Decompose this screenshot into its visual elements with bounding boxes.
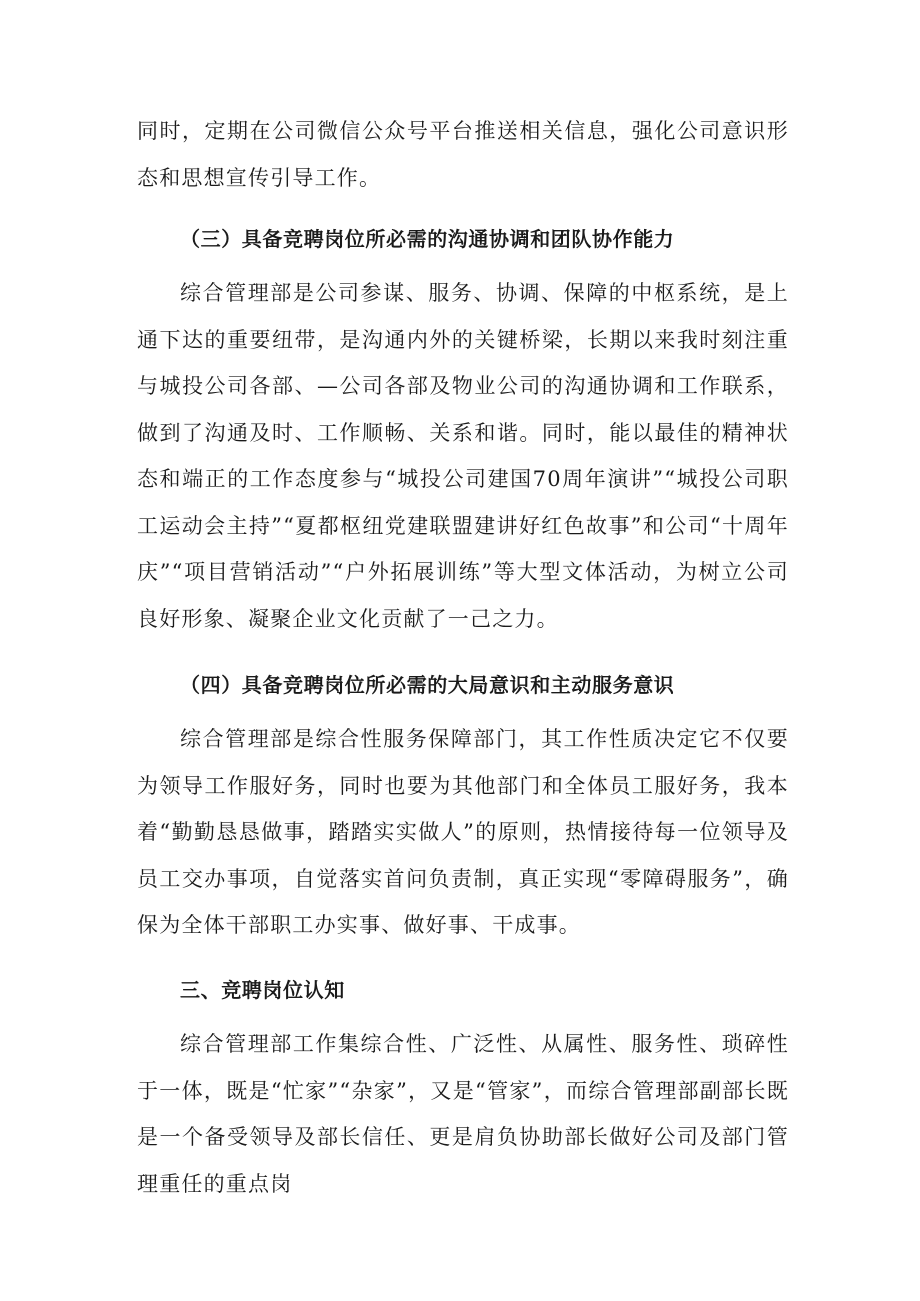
heading-section-three: 三、竞聘岗位认知 — [180, 978, 345, 1002]
heading-section-4-sub: （四）具备竞聘岗位所必需的大局意识和主动服务意识 — [180, 673, 675, 697]
paragraph-position-cognition: 综合管理部工作集综合性、广泛性、从属性、服务性、琐碎性于一体，既是“忙家”“杂家”，又是“管家”，而综合管理部副部长既是一个备受领导及部长信任、更是肩负协助部长做好公司及部门管理重任的重点岗 — [137, 1032, 789, 1196]
paragraph-service: 综合管理部是综合性服务保障部门，其工作性质决定它不仅要为领导工作服好务，同时也要为其他部门和全体员工服好务，我本着“勤勤恳恳做事，踏踏实实做人”的原则，热情接待每一位领导及员工交办事项，自觉落实首问负责制，真正实现“零障碍服务”，确保为全体干部职工办实事、做好事、干成事。 — [137, 727, 789, 937]
paragraph-communication: 综合管理部是公司参谋、服务、协调、保障的中枢系统，是上通下达的重要纽带，是沟通内外的关键桥梁，长期以来我时刻注重与城投公司各部、—公司各部及物业公司的沟通协调和工作联系，做到了沟通及时、工作顺畅、关系和谐。同时，能以最佳的精神状态和端正的工作态度参与“城投公司建国70周年演讲”“城投公司职工运动会主持”“夏都枢纽党建联盟建讲好红色故事”和公司“十周年庆”“项目营销活动”“户外拓展训练”等大型文体活动，为树立公司良好形象、凝聚企业文化贡献了一己之力。 — [137, 281, 789, 631]
paragraph-continuation: 同时，定期在公司微信公众号平台推送相关信息，强化公司意识形态和思想宣传引导工作。 — [137, 119, 789, 190]
heading-section-3-sub: （三）具备竞聘岗位所必需的沟通协调和团队协作能力 — [180, 227, 675, 251]
